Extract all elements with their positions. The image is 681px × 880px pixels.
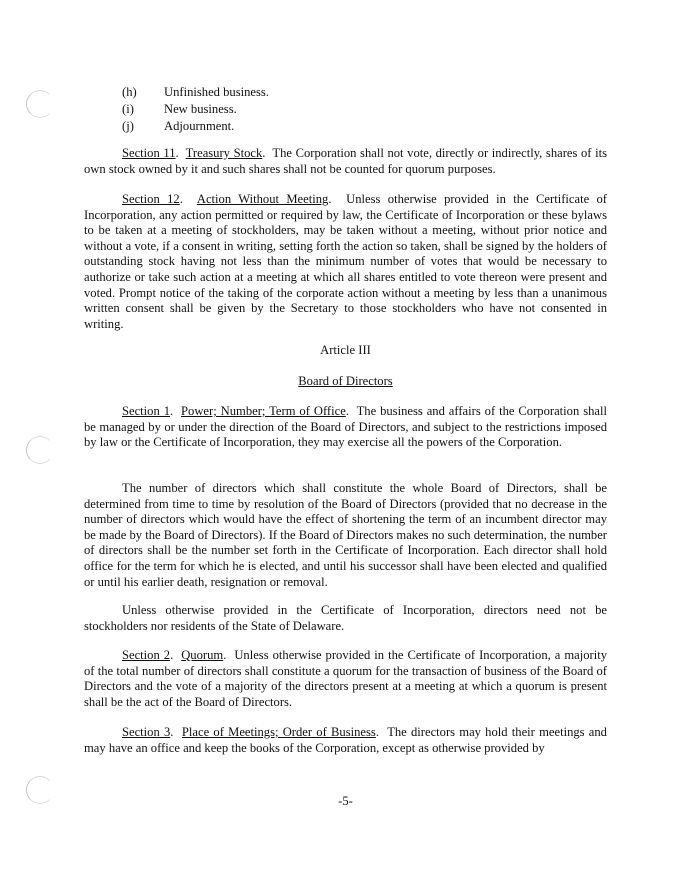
list-item: (h) Unfinished business. bbox=[122, 85, 269, 99]
residency-paragraph: Unless otherwise provided in the Certificate of Incorporation, directors need not be stockholders nor residents of the State of Delaware. bbox=[84, 603, 607, 633]
section-11-paragraph: Section 11. Treasury Stock. The Corporation shall not vote, directly or indirectly, shares of its own stock owned by it and such shares shall not be counted for quorum purposes. bbox=[84, 146, 608, 176]
list-item: (j) Adjournment. bbox=[122, 119, 235, 133]
section-11-title: Treasury Stock bbox=[185, 146, 263, 160]
article-number: Article III bbox=[320, 343, 371, 357]
agenda-list bbox=[122, 85, 422, 136]
page-number: -5- bbox=[338, 794, 353, 808]
section-3-title: Place of Meetings; Order of Business bbox=[181, 725, 376, 739]
section-12-heading: Section 12 bbox=[122, 192, 180, 206]
section-3-heading: Section 3 bbox=[122, 725, 171, 739]
section-1-heading: Section 1 bbox=[122, 404, 171, 418]
section-12-paragraph: Section 12. Action Without Meeting. Unless otherwise provided in the Certificate of Incorporation, any action permitted or required by law, the Certificate of Incorporation or these bylaws to be taken at a meeting of stockholders, may be taken without a meeting, without prior notice and without a vote, if a consent in writing, setting forth the action so taken, shall be signed by the holders of outstanding stock having not less than the minimum number of votes that would be necessary to authorize or take such action at a meeting at which all shares entitled to vote thereon were present and voted. Prompt notice of the taking of the corporate action without a meeting by less than a unanimous written consent shall be given by the Secretary to those stockholders who have not consented in writing. bbox=[84, 192, 607, 331]
section-12-title: Action Without Meeting bbox=[196, 192, 329, 206]
punch-hole-top bbox=[26, 90, 54, 118]
section-3-paragraph: Section 3. Place of Meetings; Order of Business. The directors may hold their meetings and may have an office and keep the books of the Corporation, except as otherwise provided by bbox=[84, 725, 607, 755]
section-2-heading: Section 2 bbox=[122, 648, 171, 662]
punch-hole-middle bbox=[26, 436, 54, 464]
section-1-title: Power; Number; Term of Office bbox=[181, 404, 346, 418]
section-11-heading: Section 11 bbox=[122, 146, 176, 160]
section-1-paragraph: Section 1. Power; Number; Term of Office. The business and affairs of the Corporation shall be managed by or under the direction of the Board of Directors, and subject to the restrictions imposed by law or the Certificate of Incorporation, they may exercise all the powers of the Corporation. bbox=[84, 404, 607, 450]
number-of-directors-paragraph: The number of directors which shall constitute the whole Board of Directors, shall be determined from time to time by resolution of the Board of Directors (provided that no decrease in the number of directors which would have the effect of shortening the term of an incumbent director may be made by the Board of Directors). If the Board of Directors makes no such determination, the number of directors shall be the number set forth in the Certificate of Incorporation. Each director shall hold office for the term for which he is elected, and until his successor shall have been elected and qualified or until his earlier death, resignation or removal. bbox=[84, 481, 607, 589]
list-item: (i) New business. bbox=[122, 102, 237, 116]
section-2-paragraph: Section 2. Quorum. Unless otherwise provided in the Certificate of Incorporation, a majority of the total number of directors shall constitute a quorum for the transaction of business of the Board of Directors and the vote of a majority of the directors present at a meeting at which a quorum is present shall be the act of the Board of Directors. bbox=[84, 648, 607, 709]
section-2-title: Quorum bbox=[181, 648, 224, 662]
article-title: Board of Directors bbox=[298, 374, 393, 388]
punch-hole-bottom bbox=[26, 776, 54, 804]
